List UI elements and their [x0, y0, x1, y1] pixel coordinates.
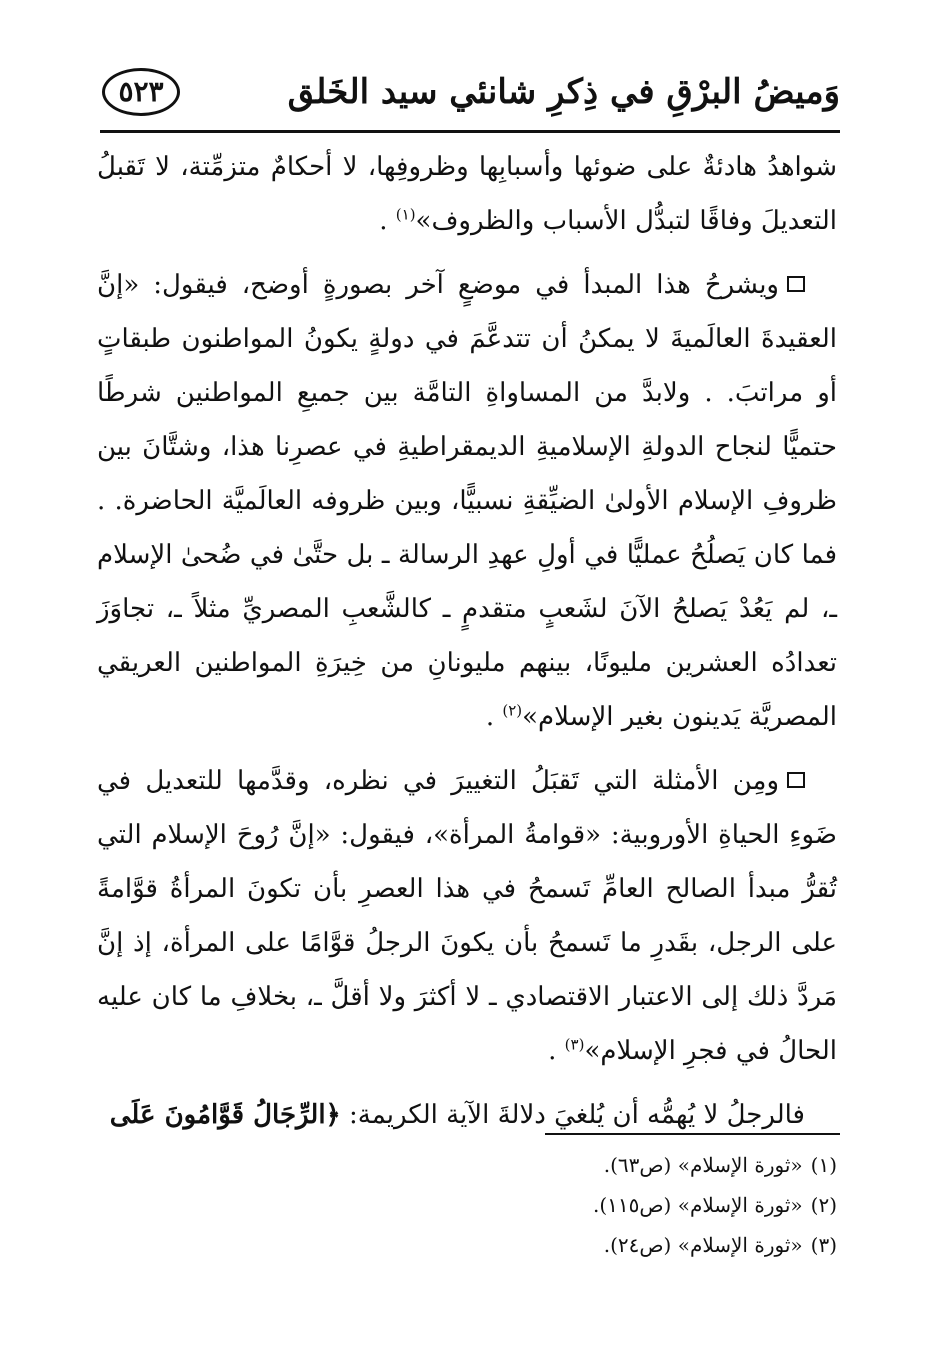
footnote-ref-2: (٢)	[502, 701, 523, 720]
paragraph-3	[97, 754, 837, 1078]
footnote-ref-3: (٣)	[564, 1035, 585, 1054]
footnote-text: «ثورة الإسلام» (ص٦٣).	[603, 1153, 803, 1177]
page-number: ٥٢٣	[102, 68, 180, 116]
footnotes	[97, 1145, 837, 1265]
paragraph-1-tail: .	[379, 206, 396, 236]
paragraph-1-text: شواهدُ هادئةٌ على ضوئها وأسبابِها وظروفِها، لا أحكامٌ متزمِّتة، لا تَقبلُ التعديلَ وفاقًا لتبدُّل الأسباب والظروف»	[97, 152, 837, 236]
footnote-1	[97, 1145, 837, 1185]
paragraph-2	[97, 258, 837, 744]
body-text	[97, 140, 837, 1152]
paragraph-2-tail: .	[485, 702, 503, 732]
paragraph-3-tail: .	[548, 1036, 565, 1066]
paragraph-3-text: ومِن الأمثلة التي تَقبَلُ التغييرَ في نظره، وقدَّمها للتعديل في ضَوءِ الحياةِ الأوروبية: «قوامةُ المرأة»، فيقول: «إنَّ رُوحَ الإسلام التي تُقرُّ مبدأ الصالح العامِّ تَسمحُ في هذا العصرِ بأن تكونَ المرأةُ قوَّامةً على الرجل، بقَدرِ ما تَسمحُ بأن يكونَ الرجلُ قوَّامًا على المرأة، إذ إنَّ مَردَّ ذلك إلى الاعتبار الاقتصادي ـ لا أكثرَ ولا أقلَّ ـ، بخلافِ ما كان عليه الحالُ في فجرِ الإسلام»	[97, 766, 837, 1066]
footnote-number: (٢)	[810, 1193, 837, 1217]
header-rule	[100, 130, 840, 133]
paragraph-1	[97, 140, 837, 248]
footnote-text: «ثورة الإسلام» (ص١١٥).	[592, 1193, 803, 1217]
footnote-number: (٣)	[810, 1233, 837, 1257]
footnote-text: «ثورة الإسلام» (ص٢٤).	[603, 1233, 803, 1257]
paragraph-2-text: ويشرحُ هذا المبدأ في موضعٍ آخر بصورةٍ أوضح، فيقول: «إنَّ العقيدةَ العالَميةَ لا يمكنُ أن تتدعَّمَ في دولةٍ يكونُ المواطنون طبقاتٍ أو مراتبَ. . ولابدَّ من المساواةِ التامَّة بين جميعِ المواطنين شرطًا حتميًّا لنجاح الدولةِ الإسلاميةِ الديمقراطيةِ في عصرِنا هذا، وشتَّانَ بين ظروفِ الإسلام الأولىٰ الضيِّقةِ نسبيًّا، وبين ظروفه العالَميَّة الحاضرة. . فما كان يَصلُحُ عمليًّا في أولِ عهدِ الرسالة ـ بل حتَّىٰ في ضُحىٰ الإسلام ـ، لم يَعُدْ يَصلحُ الآنَ لشَعبٍ متقدمٍ ـ كالشَّعبِ المصريِّ مثلاً ـ، تجاوَزَ تعدادُه العشرين مليونًا، بينهم مليونانِ من خِيرَةِ المواطنين العريقي المصريَّة يَدينون بغير الإسلام»	[97, 270, 837, 732]
square-bullet-icon	[787, 276, 805, 292]
page-header	[100, 62, 840, 132]
footnote-number: (١)	[810, 1153, 837, 1177]
footnote-ref-1: (١)	[395, 205, 416, 224]
running-title: وَميضُ البرْقِ في ذِكرِ شانئي سيد الخَلق	[287, 72, 840, 112]
paragraph-4-text: فالرجلُ لا يُهمُّه أن يُلغيَ دلالةَ الآية الكريمة:	[340, 1100, 805, 1130]
square-bullet-icon	[787, 772, 805, 788]
quran-verse: ﴿الرِّجَالُ قَوَّامُونَ عَلَى	[109, 1100, 341, 1130]
footnote-3	[97, 1225, 837, 1265]
footnote-2	[97, 1185, 837, 1225]
footnote-rule	[545, 1133, 840, 1135]
